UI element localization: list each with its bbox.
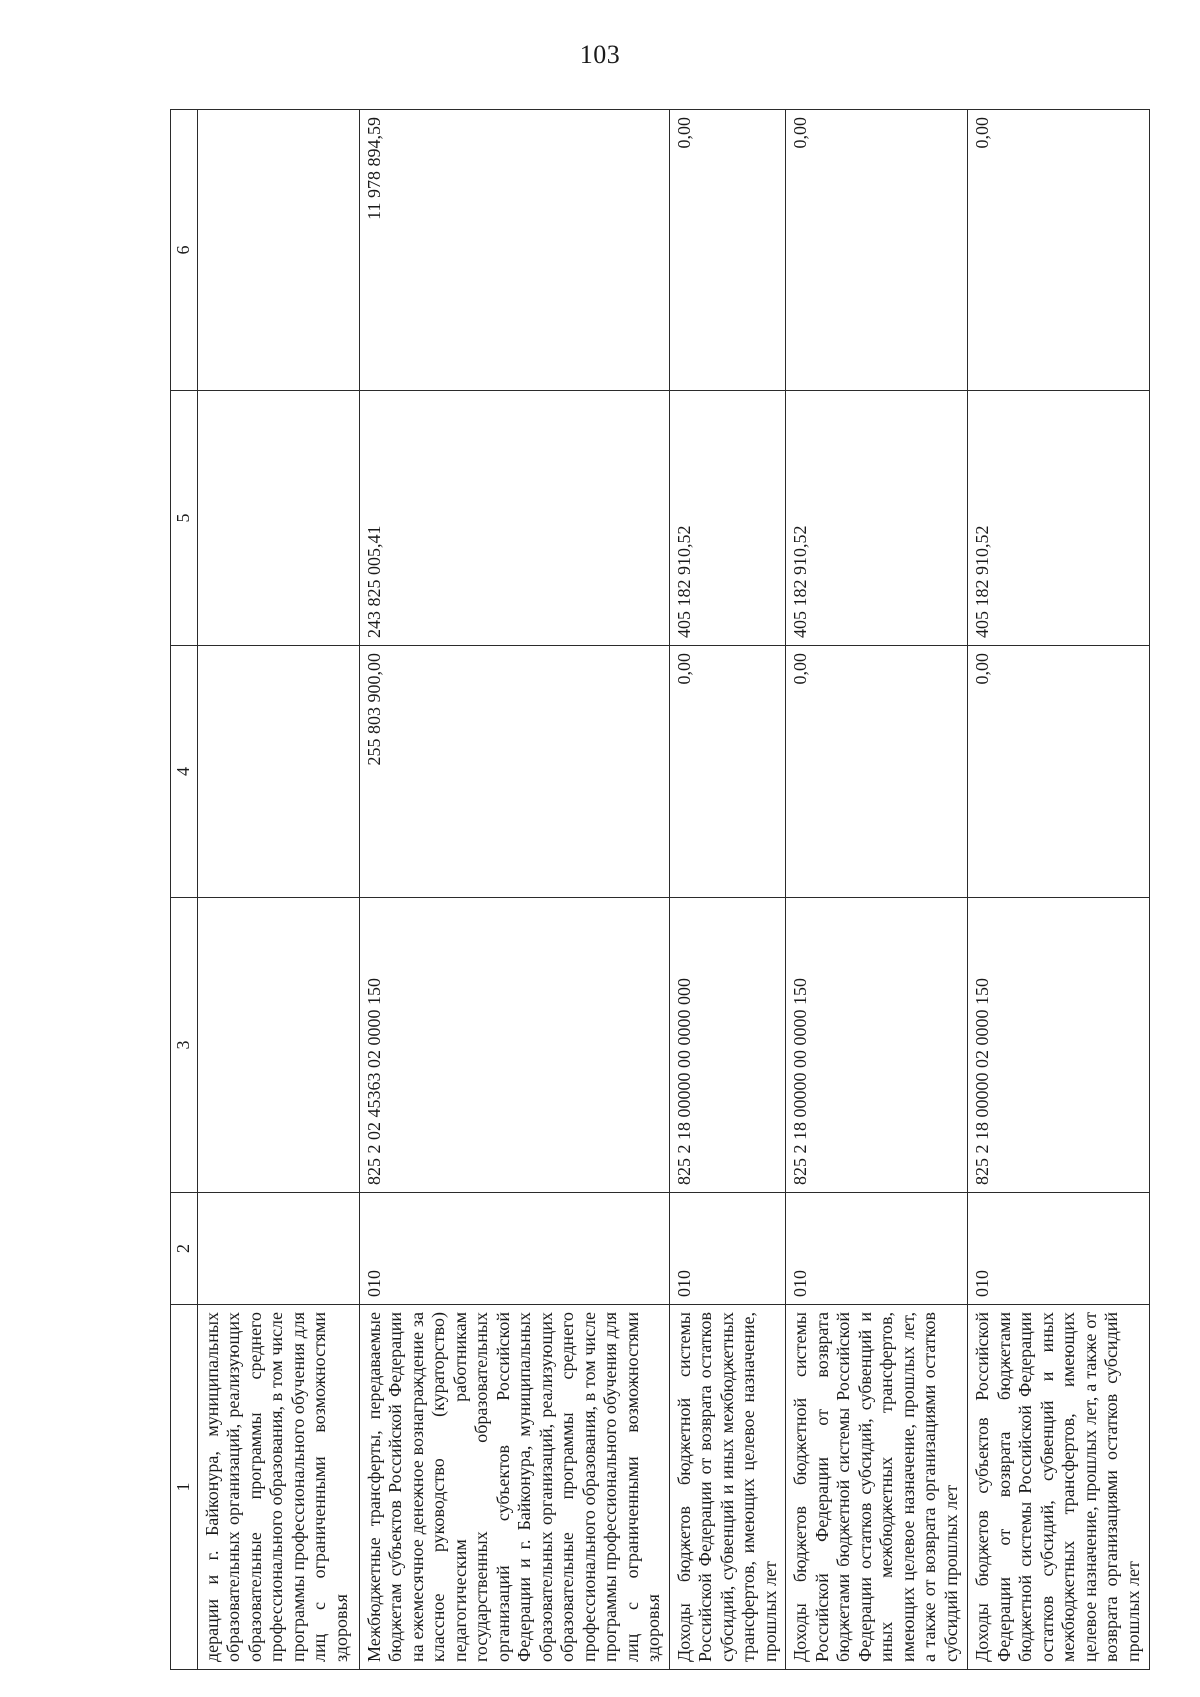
rotated-table-wrapper xyxy=(170,110,1143,1670)
row-value-col6: 0,00 xyxy=(786,110,968,391)
header-cell-5: 5 xyxy=(171,391,198,646)
row-budget-code xyxy=(197,898,359,1193)
row-value-col5: 405 182 910,52 xyxy=(968,391,1150,646)
header-cell-4: 4 xyxy=(171,646,198,898)
table-row xyxy=(968,110,1150,1670)
row-value-col6: 0,00 xyxy=(669,110,786,391)
row-value-col5: 243 825 005,41 xyxy=(359,391,669,646)
row-budget-code: 825 2 18 00000 00 0000 150 xyxy=(786,898,968,1193)
row-name: Доходы бюджетов субъектов Российской Федерации от возврата бюджетами бюджетной системы Российской Федерации остатков субсидий, субвенций и иных межбюджетных трансфертов, имеющих целевое назначение, прошлых лет, а также от возврата организациями остатков субсидий прошлых лет xyxy=(968,1305,1150,1670)
row-code: 010 xyxy=(968,1193,1150,1305)
row-value-col4 xyxy=(197,646,359,898)
row-value-col4: 0,00 xyxy=(968,646,1150,898)
table-header-row xyxy=(171,110,198,1670)
budget-table xyxy=(170,109,1150,1670)
row-code: 010 xyxy=(786,1193,968,1305)
row-budget-code: 825 2 18 00000 00 0000 000 xyxy=(669,898,786,1193)
row-value-col5: 405 182 910,52 xyxy=(786,391,968,646)
table-row xyxy=(197,110,359,1670)
header-cell-1: 1 xyxy=(171,1305,198,1670)
row-value-col5 xyxy=(197,391,359,646)
row-value-col5: 405 182 910,52 xyxy=(669,391,786,646)
row-value-col4: 255 803 900,00 xyxy=(359,646,669,898)
row-value-col4: 0,00 xyxy=(669,646,786,898)
row-code xyxy=(197,1193,359,1305)
row-value-col6: 11 978 894,59 xyxy=(359,110,669,391)
row-value-col6 xyxy=(197,110,359,391)
row-name: дерации и г. Байконура, муниципальных образовательных организаций, реализующих образовательные программы среднего профессионального образования, в том числе программы профессионального обучения для лиц с ограниченными возможностями здоровья xyxy=(197,1305,359,1670)
row-code: 010 xyxy=(359,1193,669,1305)
table-row xyxy=(786,110,968,1670)
row-value-col4: 0,00 xyxy=(786,646,968,898)
row-name: Доходы бюджетов бюджетной системы Российской Федерации от возврата бюджетами бюджетной системы Российской Федерации остатков субсидий, субвенций и иных межбюджетных трансфертов, имеющих целевое назначение, прошлых лет, а также от возврата организациями остатков субсидий прошлых лет xyxy=(786,1305,968,1670)
row-code: 010 xyxy=(669,1193,786,1305)
row-budget-code: 825 2 18 00000 02 0000 150 xyxy=(968,898,1150,1193)
page-number: 103 xyxy=(579,40,621,69)
header-cell-3: 3 xyxy=(171,898,198,1193)
row-value-col6: 0,00 xyxy=(968,110,1150,391)
header-cell-2: 2 xyxy=(171,1193,198,1305)
header-cell-6: 6 xyxy=(171,110,198,391)
row-name: Межбюджетные трансферты, передаваемые бюджетам субъектов Российской Федерации на ежемесячное денежное вознаграждение за классное руководство (кураторство) педагогическим работникам государственных образовательных организаций субъектов Российской Федерации и г. Байконура, муниципальных образовательных организаций, реализующих образовательные программы среднего профессионального образования, в том числе программы профессионального обучения для лиц с ограниченными возможностями здоровья xyxy=(359,1305,669,1670)
table-row xyxy=(359,110,669,1670)
row-name: Доходы бюджетов бюджетной системы Российской Федерации от возврата остатков субсидий, субвенций и иных межбюджетных трансфертов, имеющих целевое назначение, прошлых лет xyxy=(669,1305,786,1670)
table-row xyxy=(669,110,786,1670)
row-budget-code: 825 2 02 45363 02 0000 150 xyxy=(359,898,669,1193)
